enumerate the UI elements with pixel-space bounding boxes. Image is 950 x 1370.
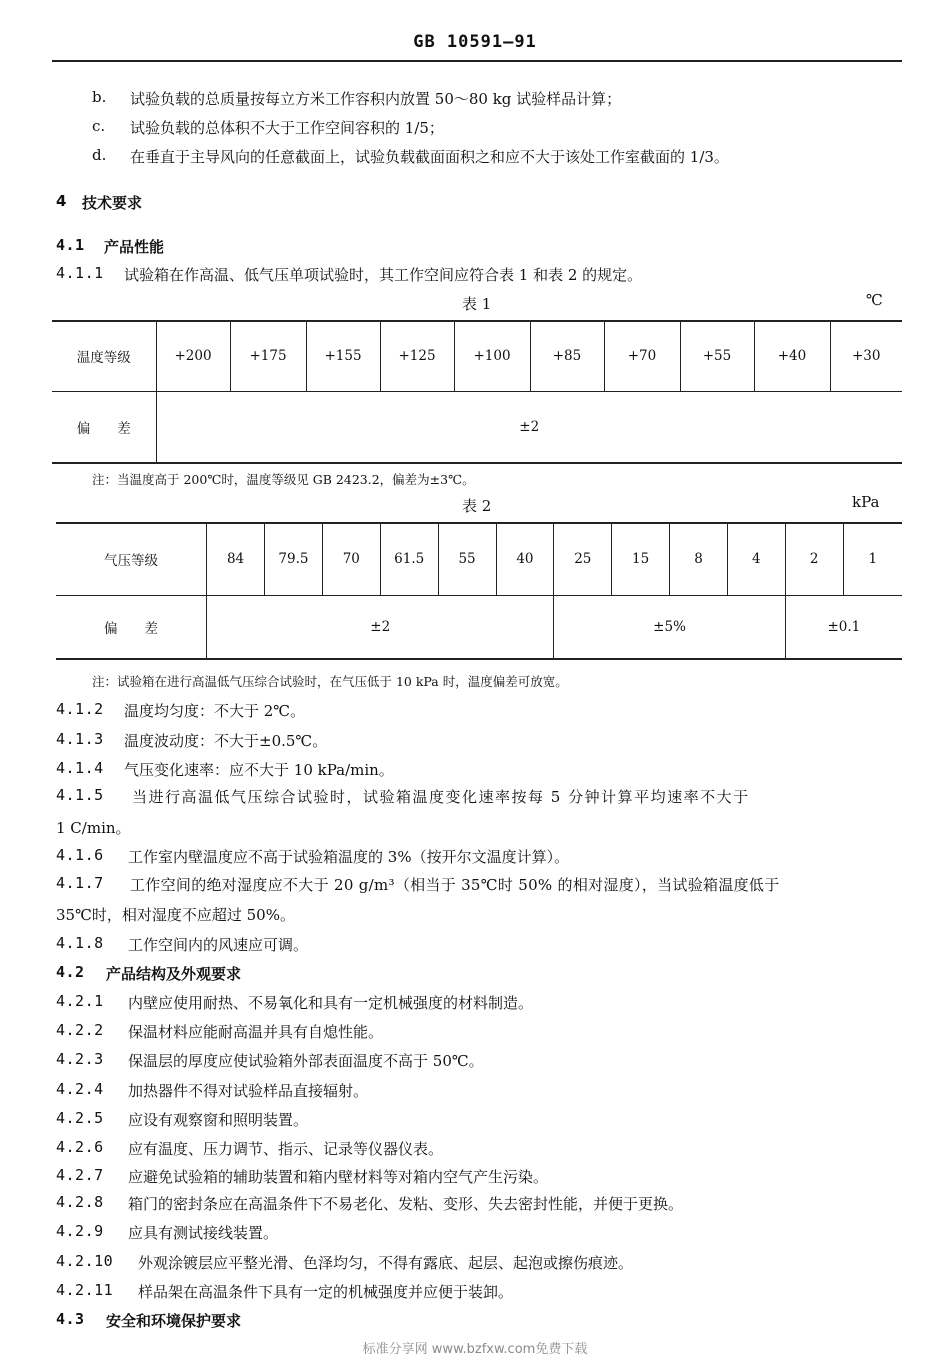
clause-text: 温度波动度：不大于±0.5℃。 (124, 732, 328, 750)
clause-text: 工作室内壁温度应不高于试验箱温度的 3%（按开尔文温度计算）。 (128, 848, 570, 866)
pressure-level-cell: 4 (727, 523, 785, 595)
pressure-level-cell: 70 (322, 523, 380, 595)
clause-text: 外观涂镀层应平整光滑、色泽均匀，不得有露底、起层、起泡或擦伤痕迹。 (138, 1254, 634, 1272)
temperature-level-cell: +200 (156, 321, 230, 391)
table2 (56, 522, 902, 660)
clause-number: 4.2.10 (56, 1252, 114, 1270)
clause-text: 保温材料应能耐高温并具有自熄性能。 (128, 1023, 384, 1041)
table1-unit: ℃ (866, 291, 883, 309)
clause-text: 应有温度、压力调节、指示、记录等仪器仪表。 (128, 1140, 444, 1158)
clause-number: 4.2.4 (56, 1080, 104, 1098)
section-number: 4 (56, 192, 67, 210)
subsection-title: 安全和环境保护要求 (106, 1312, 242, 1330)
pressure-level-cell: 61.5 (380, 523, 438, 595)
clause-number: 4.1.5 (56, 786, 104, 804)
clause-number: 4.2.2 (56, 1021, 104, 1039)
subsection-title: 产品性能 (104, 238, 165, 256)
footer-watermark: 标准分享网 www.bzfxw.com免费下载 (362, 1342, 588, 1357)
subsection-number: 4.1 (56, 236, 85, 254)
table1 (52, 320, 902, 464)
subsection-title: 产品结构及外观要求 (106, 965, 242, 983)
clause-number: 4.1.3 (56, 730, 104, 748)
pressure-level-cell: 1 (843, 523, 902, 595)
clause-text: 应设有观察窗和照明装置。 (128, 1111, 309, 1129)
header-rule (52, 60, 902, 62)
pressure-level-cell: 25 (554, 523, 612, 595)
clause-text: 气压变化速率：应不大于 10 kPa/min。 (124, 761, 394, 779)
temperature-level-cell: +125 (380, 321, 454, 391)
clause-number: 4.2.7 (56, 1166, 104, 1184)
clause-number: 4.1.4 (56, 759, 104, 777)
list-item-text: 试验负载的总体积不大于工作空间容积的 1/5； (130, 119, 444, 137)
clause-text-continuation: 35℃时，相对湿度不应超过 50%。 (56, 906, 295, 924)
clause-number: 4.2.9 (56, 1222, 104, 1240)
table2-caption: 表 2 (462, 497, 492, 515)
table1-row-label: 温度等级 (52, 321, 156, 391)
deviation-cell: ±2 (156, 391, 902, 463)
table1-note: 注：当温度高于 200℃时，温度等级见 GB 2423.2，偏差为±3℃。 (92, 472, 475, 487)
clause-text-continuation: 1 C/min。 (56, 819, 131, 837)
list-item-label: b. (92, 88, 107, 106)
clause-text: 箱门的密封条应在高温条件下不易老化、发粘、变形、失去密封性能，并便于更换。 (128, 1195, 684, 1213)
clause-number: 4.2.6 (56, 1138, 104, 1156)
pressure-level-cell: 79.5 (264, 523, 322, 595)
temperature-level-cell: +70 (604, 321, 680, 391)
clause-number: 4.2.1 (56, 992, 104, 1010)
table2-note: 注：试验箱在进行高温低气压综合试验时，在气压低于 10 kPa 时，温度偏差可放宽。 (92, 674, 568, 689)
clause-number: 4.2.3 (56, 1050, 104, 1068)
clause-number: 4.2.8 (56, 1193, 104, 1211)
pressure-level-cell: 15 (612, 523, 670, 595)
deviation-cell: ±2 (207, 595, 554, 659)
list-item-label: c. (92, 117, 106, 135)
clause-text: 加热器件不得对试验样品直接辐射。 (128, 1082, 369, 1100)
clause-text: 内壁应使用耐热、不易氧化和具有一定机械强度的材料制造。 (128, 994, 534, 1012)
pressure-level-cell: 84 (207, 523, 265, 595)
clause-number: 4.1.8 (56, 934, 104, 952)
temperature-level-cell: +30 (830, 321, 902, 391)
temperature-level-cell: +40 (754, 321, 830, 391)
table1-caption: 表 1 (462, 295, 492, 313)
clause-text: 应具有测试接线装置。 (128, 1224, 279, 1242)
temperature-level-cell: +100 (454, 321, 530, 391)
table2-row-label: 气压等级 (56, 523, 207, 595)
temperature-level-cell: +85 (530, 321, 604, 391)
pressure-level-cell: 8 (670, 523, 728, 595)
deviation-cell: ±5% (554, 595, 785, 659)
table2-unit: kPa (852, 493, 880, 511)
clause-text: 试验箱在作高温、低气压单项试验时，其工作空间应符合表 1 和表 2 的规定。 (124, 266, 643, 284)
pressure-level-cell: 55 (438, 523, 496, 595)
clause-number: 4.1.1 (56, 264, 104, 282)
clause-text: 保温层的厚度应使试验箱外部表面温度不高于 50℃。 (128, 1052, 484, 1070)
clause-text: 样品架在高温条件下具有一定的机械强度并应便于装卸。 (138, 1283, 514, 1301)
table2-row-label: 偏 差 (56, 595, 207, 659)
temperature-level-cell: +55 (680, 321, 754, 391)
deviation-cell: ±0.1 (785, 595, 902, 659)
list-item-text: 试验负载的总质量按每立方米工作容积内放置 50～80 kg 试验样品计算； (130, 90, 622, 108)
standard-number-header: GB 10591—91 (413, 32, 537, 52)
clause-text: 当进行高温低气压综合试验时，试验箱温度变化速率按每 5 分钟计算平均速率不大于 (132, 788, 750, 806)
list-item-text: 在垂直于主导风向的任意截面上，试验负载截面面积之和应不大于该处工作室截面的 1/3。 (130, 148, 729, 166)
list-item-label: d. (92, 146, 107, 164)
pressure-level-cell: 40 (496, 523, 554, 595)
section-title: 技术要求 (82, 194, 143, 212)
temperature-level-cell: +175 (230, 321, 306, 391)
clause-number: 4.1.7 (56, 874, 104, 892)
clause-number: 4.2.11 (56, 1281, 114, 1299)
clause-text: 温度均匀度：不大于 2℃。 (124, 702, 306, 720)
clause-number: 4.2.5 (56, 1109, 104, 1127)
clause-text: 工作空间的绝对湿度应不大于 20 g/m³（相当于 35℃时 50% 的相对湿度），当试验箱温度低于 (130, 876, 780, 894)
clause-text: 工作空间内的风速应可调。 (128, 936, 309, 954)
temperature-level-cell: +155 (306, 321, 380, 391)
clause-number: 4.1.6 (56, 846, 104, 864)
pressure-level-cell: 2 (785, 523, 843, 595)
table1-row-label: 偏 差 (52, 391, 156, 463)
subsection-number: 4.3 (56, 1310, 85, 1328)
clause-number: 4.1.2 (56, 700, 104, 718)
subsection-number: 4.2 (56, 963, 85, 981)
clause-text: 应避免试验箱的辅助装置和箱内壁材料等对箱内空气产生污染。 (128, 1168, 549, 1186)
